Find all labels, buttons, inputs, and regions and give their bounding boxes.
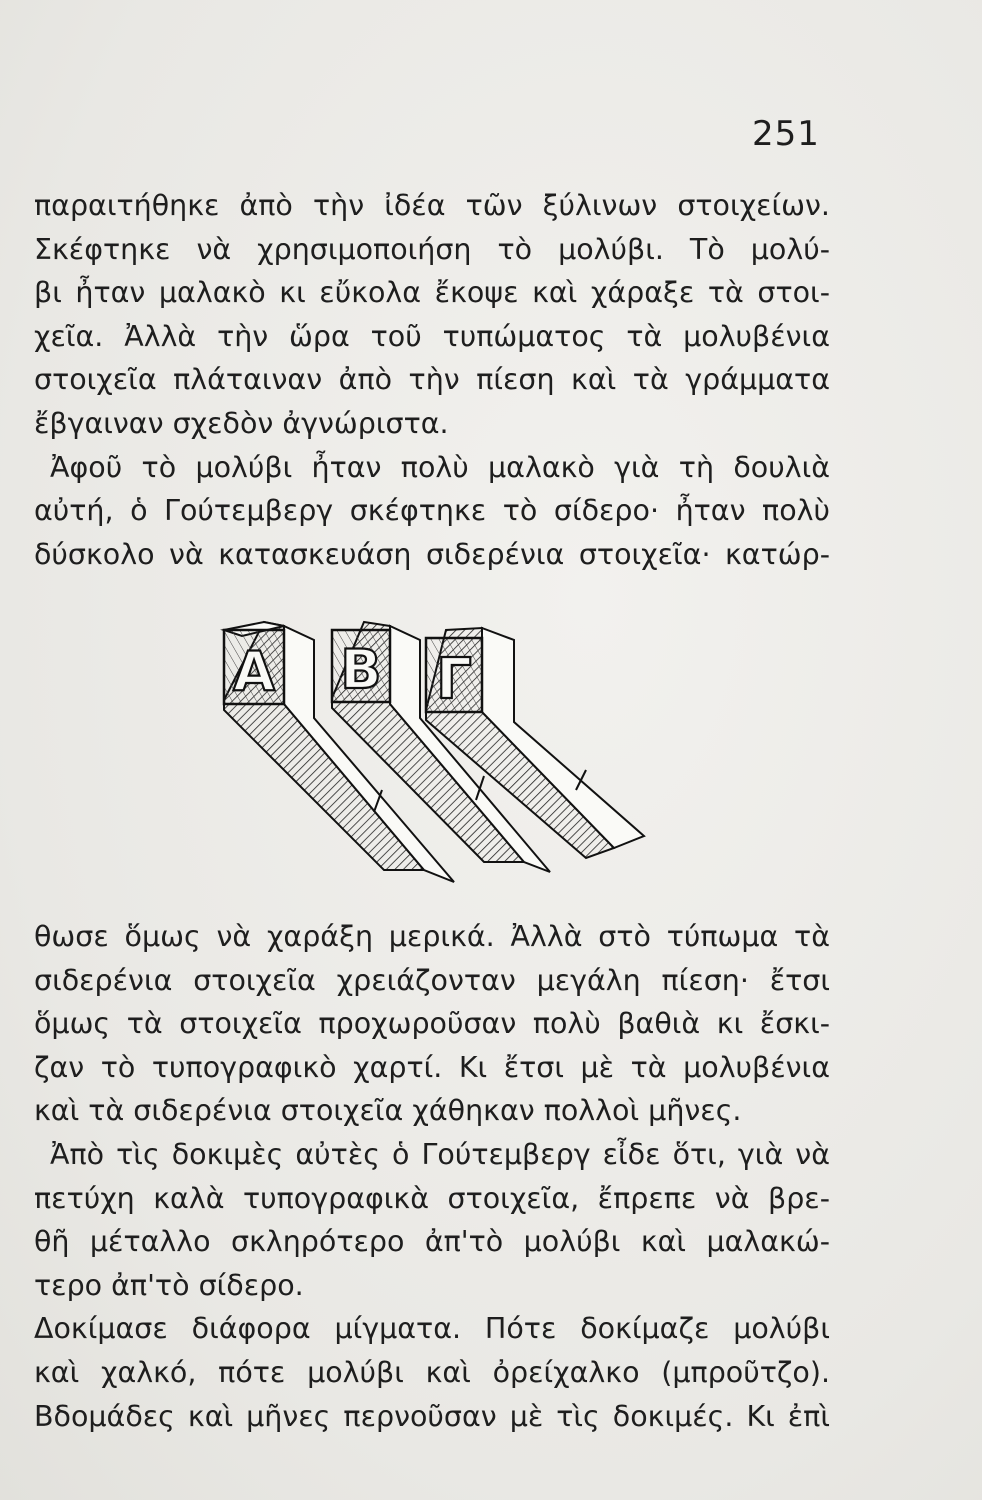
letter-gamma: Γ: [436, 647, 472, 712]
text-line: δύσκολο νὰ κατασκευάση σιδερένια στοιχεῖα· κατώρ-: [34, 537, 830, 571]
text-line: ζαν τὸ τυπογραφικὸ χαρτί. Κι ἔτσι μὲ τὰ μολυβένια: [34, 1050, 830, 1084]
text-line: Ἀπὸ τὶς δοκιμὲς αὐτὲς ὁ Γούτεμβεργ εἶδε ὅτι, γιὰ νὰ: [50, 1137, 830, 1171]
text-line: Δοκίμασε διάφορα μίγματα. Πότε δοκίμαζε μολύβι: [34, 1312, 830, 1346]
text-line: σιδερένια στοιχεῖα χρειάζονταν μεγάλη πίεση· ἔτσι: [34, 963, 830, 997]
page-number: 251: [752, 114, 820, 154]
text-line: πετύχη καλὰ τυπογραφικὰ στοιχεῖα, ἔπρεπε νὰ βρε-: [34, 1181, 830, 1215]
text-line: παραιτήθηκε ἀπὸ τὴν ἰδέα τῶν ξύλινων στοιχείων.: [34, 189, 830, 222]
text-line: στοιχεῖα πλάταιναν ἀπὸ τὴν πίεση καὶ τὰ γράμματα: [34, 363, 830, 397]
text-line: ἔβγαιναν σχεδὸν ἀγνώριστα.: [34, 406, 449, 440]
letter-beta: Β: [340, 638, 382, 701]
text-line: Σκέφτηκε νὰ χρησιμοποιήση τὸ μολύβι. Τὸ μολύ-: [34, 232, 830, 266]
text-line: θῆ μέταλλο σκληρότερο ἀπ'τὸ μολύβι καὶ μαλακώ-: [34, 1225, 830, 1259]
text-line: Βδομάδες καὶ μῆνες περνοῦσαν μὲ τὶς δοκιμές. Κι ἐπὶ: [34, 1399, 830, 1433]
text-line: τερο ἀπ'τὸ σίδερο.: [34, 1268, 304, 1302]
text-line: καὶ τὰ σιδερένια στοιχεῖα χάθηκαν πολλοὶ μῆνες.: [34, 1094, 742, 1128]
text-line: καὶ χαλκό, πότε μολύβι καὶ ὀρείχαλκο (μπροῦτζο).: [34, 1355, 830, 1389]
text-line: Ἀφοῦ τὸ μολύβι ἦταν πολὺ μαλακὸ γιὰ τὴ δουλιὰ: [50, 450, 830, 484]
text-line: χεῖα. Ἀλλὰ τὴν ὥρα τοῦ τυπώματος τὰ μολυβένια: [34, 319, 830, 353]
text-line: ὅμως τὰ στοιχεῖα προχωροῦσαν πολὺ βαθιὰ κι ἔσκι-: [34, 1007, 830, 1041]
paragraph-block-bottom: [34, 915, 830, 1438]
letter-alpha: Α: [233, 640, 275, 703]
text-line: αὐτή, ὁ Γούτεμβεργ σκέφτηκε τὸ σίδερο· ἦταν πολὺ: [34, 494, 830, 528]
text-line: θωσε ὅμως νὰ χαράξη μερικά. Ἀλλὰ στὸ τύπωμα τὰ: [34, 920, 830, 953]
paragraph-block-top: [34, 184, 830, 576]
type-blocks-illustration: [214, 600, 654, 900]
text-line: βι ἦταν μαλακὸ κι εὔκολα ἔκοψε καὶ χάραξε τὰ στοι-: [34, 276, 830, 310]
